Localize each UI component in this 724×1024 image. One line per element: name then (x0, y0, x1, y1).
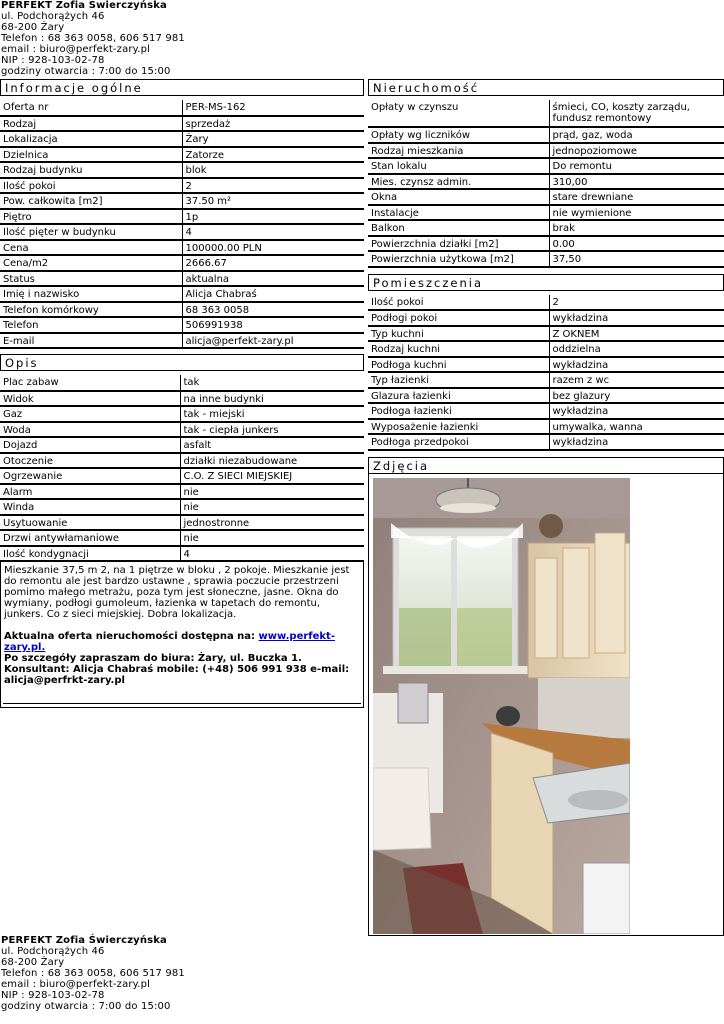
agency-footer (1, 935, 185, 1012)
rooms-row-label: Podłoga kuchni (368, 357, 549, 373)
agency-email: email : biuro@perfekt-zary.pl (1, 44, 151, 55)
section-rooms-title: Pomieszczenia (368, 274, 724, 291)
offer-link[interactable]: www.perfekt-zary.pl. (4, 631, 335, 653)
rooms-row (368, 310, 724, 326)
offer-text: Aktualna oferta nieruchomości dostępna na: (4, 631, 259, 642)
general-row-label: Rodzaj (0, 116, 182, 132)
property-row-value: brak (549, 220, 724, 236)
rooms-row-label: Podłoga łazienki (368, 403, 549, 419)
opis-row-label: Ogrzewanie (0, 468, 180, 484)
general-row (0, 147, 364, 163)
property-row-value: śmieci, CO, koszty zarządu, fundusz remontowy (549, 100, 724, 127)
rooms-row-label: Glazura łazienki (368, 388, 549, 404)
property-row-value: 0.00 (549, 236, 724, 252)
general-row-label: Telefon komórkowy (0, 302, 182, 318)
property-row-label: Instalacje (368, 205, 549, 221)
property-row (368, 143, 724, 159)
property-row (368, 100, 724, 127)
rooms-row-value: umywalka, wanna (549, 419, 724, 435)
general-row (0, 162, 364, 178)
general-row-value: aktualna (182, 271, 364, 287)
opis-row-label: Ilość kondygnacji (0, 546, 180, 562)
property-row-label: Balkon (368, 220, 549, 236)
general-info-table (0, 100, 364, 349)
left-column (0, 79, 364, 708)
general-row-value: 1p (182, 209, 364, 225)
offer-line (4, 631, 360, 653)
opis-row-label: Widok (0, 391, 180, 407)
opis-row (0, 515, 364, 531)
property-row-value: nie wymienione (549, 205, 724, 221)
property-row (368, 205, 724, 221)
description-box (0, 562, 364, 708)
footer-agency-email: email : biuro@perfekt-zary.pl (1, 979, 151, 990)
property-row-value: stare drewniane (549, 189, 724, 205)
general-row-value: alicja@perfekt-zary.pl (182, 333, 364, 349)
opis-row-value: jednostronne (180, 515, 364, 531)
rooms-row-value: bez glazury (549, 388, 724, 404)
rooms-row-label: Typ łazienki (368, 372, 549, 388)
property-row-value: jednopoziomowe (549, 143, 724, 159)
rooms-row (368, 388, 724, 404)
property-row-value: prąd, gaz, woda (549, 127, 724, 143)
property-table (368, 100, 724, 268)
rooms-row-label: Typ kuchni (368, 326, 549, 342)
general-row-value: PER-MS-162 (182, 100, 364, 116)
general-row-value: 506991938 (182, 317, 364, 333)
opis-row (0, 499, 364, 515)
general-row-value: 4 (182, 224, 364, 240)
section-opis-title: Opis (0, 354, 364, 371)
general-row-label: Dzielnica (0, 147, 182, 163)
general-row-value: 2666.67 (182, 255, 364, 271)
general-row-label: Cena/m2 (0, 255, 182, 271)
footer-agency-phone: Telefon : 68 363 0058, 606 517 981 (1, 968, 185, 979)
opis-table (0, 375, 364, 562)
general-row-label: Pow. całkowita [m2] (0, 193, 182, 209)
kitchen-photo (373, 478, 630, 934)
general-row-label: Telefon (0, 317, 182, 333)
opis-row-value: tak (180, 375, 364, 391)
property-row (368, 236, 724, 252)
property-row-label: Mies. czynsz admin. (368, 174, 549, 190)
property-row-value: Do remontu (549, 158, 724, 174)
opis-row-label: Otoczenie (0, 453, 180, 469)
general-row-label: Cena (0, 240, 182, 256)
general-row-label: Rodzaj budynku (0, 162, 182, 178)
general-row-label: Lokalizacja (0, 131, 182, 147)
rooms-row (368, 295, 724, 311)
general-row (0, 209, 364, 225)
section-photos-title: Zdjęcia (368, 457, 724, 474)
footer-agency-hours: godziny otwarcia : 7:00 do 15:00 (1, 1001, 171, 1012)
general-row-value: 37.50 m² (182, 193, 364, 209)
opis-row (0, 453, 364, 469)
opis-row (0, 422, 364, 438)
property-row-value: 37,50 (549, 251, 724, 267)
opis-row (0, 468, 364, 484)
opis-row (0, 530, 364, 546)
general-row (0, 317, 364, 333)
rooms-row (368, 434, 724, 450)
general-row-label: Piętro (0, 209, 182, 225)
property-row (368, 189, 724, 205)
property-row (368, 158, 724, 174)
footer-agency-street: ul. Podchorążych 46 (1, 946, 105, 957)
property-row (368, 127, 724, 143)
general-row (0, 116, 364, 132)
general-row-value: Zatorze (182, 147, 364, 163)
general-row-value: 2 (182, 178, 364, 194)
rooms-row-value: wykładzina (549, 434, 724, 450)
rooms-table (368, 295, 724, 451)
rooms-row-label: Rodzaj kuchni (368, 341, 549, 357)
general-row-label: Ilość pokoi (0, 178, 182, 194)
opis-row-value: na inne budynki (180, 391, 364, 407)
opis-row-value: nie (180, 530, 364, 546)
general-row (0, 271, 364, 287)
general-row (0, 240, 364, 256)
opis-row-label: Alarm (0, 484, 180, 500)
general-row-value: Żary (182, 131, 364, 147)
general-row-label: Oferta nr (0, 100, 182, 116)
property-row-label: Powierzchnia użytkowa [m2] (368, 251, 549, 267)
property-row-label: Rodzaj mieszkania (368, 143, 549, 159)
rooms-row-label: Wyposażenie łazienki (368, 419, 549, 435)
opis-row (0, 391, 364, 407)
rooms-row-value: 2 (549, 295, 724, 311)
rooms-row-label: Podłogi pokoi (368, 310, 549, 326)
opis-row-value: nie (180, 499, 364, 515)
general-row (0, 255, 364, 271)
opis-row (0, 437, 364, 453)
footer-agency-nip: NIP : 928-103-02-78 (1, 990, 105, 1001)
general-row-label: E-mail (0, 333, 182, 349)
agency-name: PERFEKT Zofia Świerczyńska (1, 0, 167, 11)
rooms-row-label: Podłoga przedpokoi (368, 434, 549, 450)
opis-row-label: Usytuowanie (0, 515, 180, 531)
section-general-title: Informacje ogólne (0, 79, 364, 96)
rooms-row (368, 357, 724, 373)
opis-row-value: nie (180, 484, 364, 500)
property-row (368, 174, 724, 190)
property-row-label: Opłaty w czynszu (368, 100, 549, 127)
agency-hours: godziny otwarcia : 7:00 do 15:00 (1, 66, 171, 77)
general-row (0, 302, 364, 318)
property-row-value: 310,00 (549, 174, 724, 190)
agency-city: 68-200 Żary (1, 22, 65, 33)
general-row (0, 286, 364, 302)
contact-text: Po szczegóły zapraszam do biura: Żary, ul. Buczka 1. Konsultant: Alicja Chabraś mobile: (+48) 506 991 938 e-mail: alicja@perfrkt-zary.pl (4, 653, 350, 686)
rooms-row-value: Z OKNEM (549, 326, 724, 342)
rooms-row (368, 326, 724, 342)
property-row-label: Powierzchnia działki [m2] (368, 236, 549, 252)
rooms-row-value: wykładzina (549, 403, 724, 419)
opis-row-value: tak - miejski (180, 406, 364, 422)
general-row-value: 68 363 0058 (182, 302, 364, 318)
footer-agency-city: 68-200 Żary (1, 957, 65, 968)
rooms-row (368, 419, 724, 435)
opis-row-value: tak - ciepła junkers (180, 422, 364, 438)
opis-row-label: Drzwi antywłamaniowe (0, 530, 180, 546)
opis-row (0, 375, 364, 391)
description-text: Mieszkanie 37,5 m 2, na 1 piętrze w bloku , 2 pokoje. Mieszkanie jest do remontu ale jest bardzo ustawne , sprawia poczucie przestrzeni pomimo małego metrażu, poza tym jest słoneczne, jasne. Okna do wymiany, podłogi gumoleum, łazienka w tapetach do remontu, junkers. Co z sieci miejskiej. Dobra lokalizacja. (4, 565, 350, 620)
opis-row-value: C.O. Z SIECI MIEJSKIEJ (180, 468, 364, 484)
opis-row-value: 4 (180, 546, 364, 562)
general-row (0, 224, 364, 240)
rooms-row (368, 403, 724, 419)
rooms-row-value: wykładzina (549, 357, 724, 373)
property-row (368, 220, 724, 236)
general-row-value: 100000.00 PLN (182, 240, 364, 256)
rooms-row (368, 341, 724, 357)
opis-row (0, 484, 364, 500)
right-column (368, 79, 724, 936)
general-row-label: Imię i nazwisko (0, 286, 182, 302)
agency-header (1, 0, 185, 77)
general-row (0, 333, 364, 349)
opis-row-label: Dojazd (0, 437, 180, 453)
opis-row-label: Winda (0, 499, 180, 515)
opis-row (0, 546, 364, 562)
general-row-value: Alicja Chabraś (182, 286, 364, 302)
general-row-value: blok (182, 162, 364, 178)
description-bottom-line (3, 703, 361, 704)
rooms-row (368, 372, 724, 388)
opis-row-label: Plac zabaw (0, 375, 180, 391)
rooms-row-value: wykładzina (549, 310, 724, 326)
property-row (368, 251, 724, 267)
agency-street: ul. Podchorążych 46 (1, 11, 105, 22)
general-row-value: sprzedaż (182, 116, 364, 132)
general-row-label: Status (0, 271, 182, 287)
agency-phone: Telefon : 68 363 0058, 606 517 981 (1, 33, 185, 44)
opis-row-label: Woda (0, 422, 180, 438)
opis-row-value: asfalt (180, 437, 364, 453)
opis-row-label: Gaz (0, 406, 180, 422)
section-property-title: Nieruchomość (368, 79, 724, 96)
rooms-row-label: Ilość pokoi (368, 295, 549, 311)
footer-agency-name: PERFEKT Zofia Świerczyńska (1, 935, 167, 946)
agency-nip: NIP : 928-103-02-78 (1, 55, 105, 66)
opis-row-value: działki niezabudowane (180, 453, 364, 469)
photos-box (368, 474, 724, 936)
general-row (0, 131, 364, 147)
general-row (0, 100, 364, 116)
property-row-label: Stan lokalu (368, 158, 549, 174)
rooms-row-value: razem z wc (549, 372, 724, 388)
property-row-label: Okna (368, 189, 549, 205)
general-row (0, 178, 364, 194)
rooms-row-value: oddzielna (549, 341, 724, 357)
opis-row (0, 406, 364, 422)
general-row-label: Ilość pięter w budynku (0, 224, 182, 240)
property-row-label: Opłaty wg liczników (368, 127, 549, 143)
general-row (0, 193, 364, 209)
